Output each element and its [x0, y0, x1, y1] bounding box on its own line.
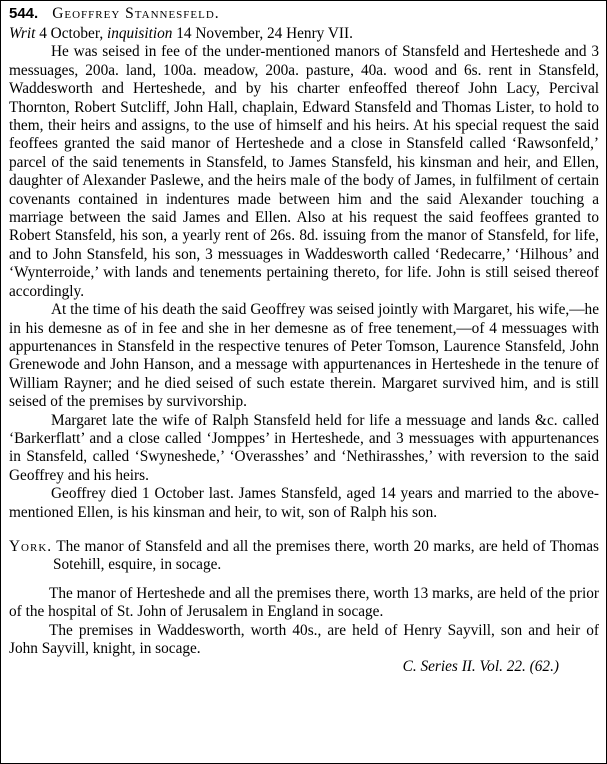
paragraph-joint-seisin: At the time of his death the said Geoffrey was seised jointly with Margaret, his wife,—he in his demesne as of in fee and she in her demesne as of free tenement,—of 4 messuages with appurtenances in Stansfeld in the respective tenures of Peter Tomson, Laurence Stansfeld, John Grenewode and John Hanson, and a message with appurtenances in Herteshede in the tenure of William Rayner; and he died seised of such estate therein. Margaret survived him, and is still seised of the premises by survivorship.: [9, 301, 599, 411]
tenure-note-waddesworth: The premises in Waddesworth, worth 40s., are held of Henry Sayvill, son and heir of John Sayvill, knight, in socage.: [9, 621, 599, 657]
inquisition-label: inquisition: [106, 25, 173, 42]
archive-reference: C. Series II. Vol. 22. (62.): [402, 658, 559, 676]
entry-name: Geoffrey Stannesfeld.: [52, 5, 220, 22]
york-text: The manor of Stansfeld and all the premises there, worth 20 marks, are held of Thomas Sotehill, esquire, in socage.: [53, 537, 599, 574]
county-label: York.: [9, 537, 53, 555]
paragraph-seisin: He was seised in fee of the under-mentioned manors of Stansfeld and Herteshede and 3 messuages, 200a. land, 100a. meadow, 200a. pasture, 40a. wood and 6s. rent in Stansfeld, Waddesworth and Herteshede, and by his charter enfeoffed thereof John Lacy, Percival Thornton, Robert Sutcliff, John Hall, chaplain, Edward Stansfeld and Thomas Lister, to hold to them, their heirs and assigns, to the use of himself and his heirs. At his special request the said feoffees granted the said manor of Herteshede and a close in Stansfeld called ‘Rawsonfeld,’ parcel of the said tenements in Stansfeld, to James Stansfeld, his kinsman and heir, and Ellen, daughter of Alexander Paslewe, and the heirs male of the body of James, in fulfilment of certain covenants contained in indentures made between him and the said Alexander touching a marriage between the said James and Ellen. Also at his request the said feoffees granted to Robert Stansfeld, his son, a yearly rent of 26s. 8d. issuing from the manor of Stansfeld, for life, and to John Stansfeld, his son, 3 messuages in Waddesworth called ‘Redecarre,’ ‘Hilhous’ and ‘Wynterroide,’ with lands and tenements pertaining thereto, for life. John is still seised thereof accordingly.: [9, 43, 599, 300]
inquisition-date: 14 November, 24 Henry VII.: [176, 25, 353, 42]
writ-label: Writ: [9, 25, 36, 42]
entry-heading: [9, 5, 220, 27]
entry-number: 544.: [9, 5, 39, 22]
tenure-note-herteshede: The manor of Herteshede and all the premises there, worth 13 marks, are held of the prior of the hospital of St. John of Jerusalem in England in socage.: [9, 584, 599, 621]
entry-body: [9, 25, 599, 677]
paragraph-death-heir: Geoffrey died 1 October last. James Stansfeld, aged 14 years and married to the above-mentioned Ellen, is his kinsman and heir, to wit, son of Ralph his son.: [9, 485, 599, 521]
writ-line: [9, 25, 599, 43]
york-section: [9, 538, 599, 575]
writ-date: 4 October,: [39, 25, 104, 42]
paragraph-margaret: Margaret late the wife of Ralph Stansfeld held for life a messuage and lands &c. called ‘Barkerflatt’ and a close called ‘Jomppes’ in Herteshede, and 3 messuages with appurtenances in Stansfeld, called ‘Swyneshede,’ ‘Overasshes’ and ‘Nethirasshes,’ with reversion to the said Geoffrey and his heirs.: [9, 411, 599, 484]
